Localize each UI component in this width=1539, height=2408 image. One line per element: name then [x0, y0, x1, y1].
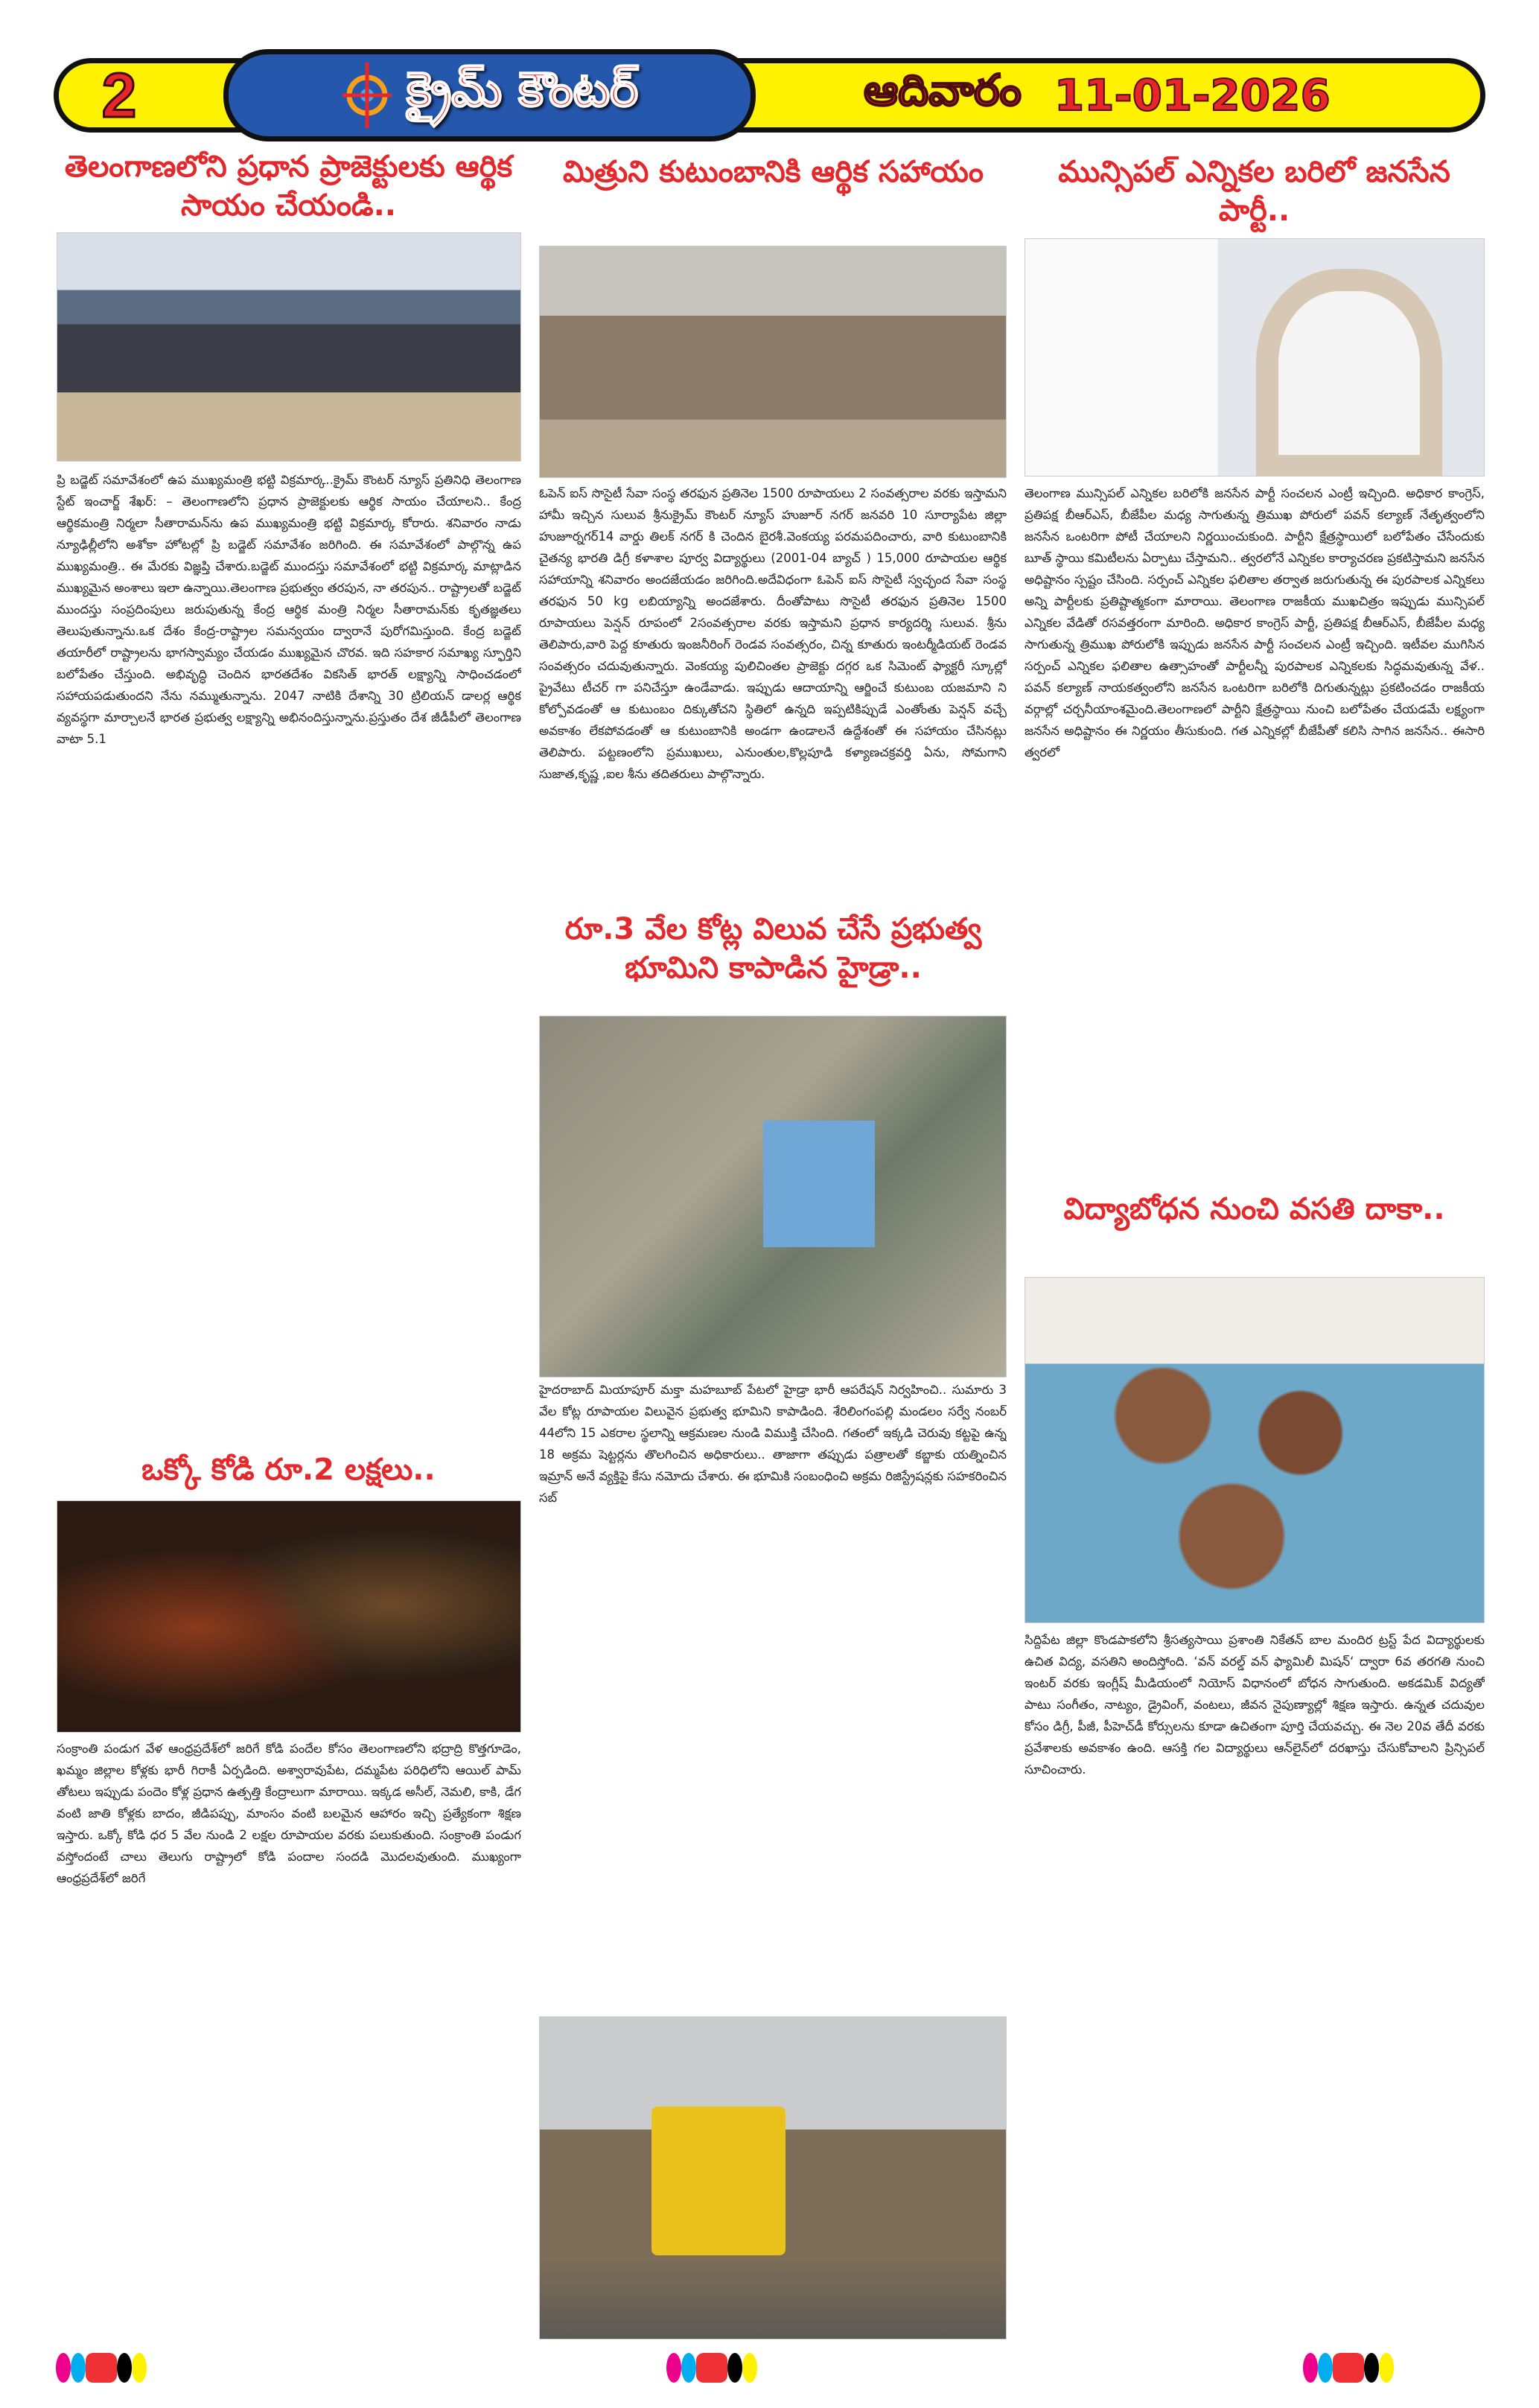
article-text: హైదరాబాద్ మియాపూర్ మక్తా మహబూబ్ పేటలో హైడ్రా భారీ ఆపరేషన్ నిర్వహించి.. సుమారు 3 వేల కోట్ల రూపాయల విలువైన ప్రభుత్వ భూమిని కాపాడింది. శేరిలింగంపల్లి మండలం సర్వే నంబర్ 44లోని 15 ఎకరాల స్థలాన్ని ఆక్రమణల నుండి విముక్తి చేసింది. గతంలో ఇక్కడి చెరువు కట్టపై ఉన్న 18 అక్రమ షెట్టర్లను తొలగించిన అధికారులు.. తాజాగా తప్పుడు పత్రాలతో కబ్జాకు యత్నించిన ఇమ్రాన్ అనే వ్యక్తిపై కేసు నమోదు చేశారు. ఈ భూమికి సంబంధించి అక్రమ రిజిస్ట్రేషన్లకు సహకరించిన సబ్ — [539, 1383, 1007, 1505]
headline-school: విద్యాబోధన నుంచి వసతి దాకా.. — [1063, 1192, 1445, 1226]
article-text: సంక్రాంతి పండుగ వేళ ఆంధ్రప్రదేశ్‌లో జరిగే కోడి పందేల కోసం తెలంగాణలోని భద్రాద్రి కొత్తగూడెం, ఖమ్మం జిల్లాల కోళ్లకు భారీ గిరాకీ ఏర్పడింది. అశ్వారావుపేట, దమ్మపేట పరిధిలోని ఆయిల్ పామ్ తోటలు ఇప్పుడు పందెం కోళ్ల ప్రధాన ఉత్పత్తి కేంద్రాలుగా మారాయి. ఇక్కడ అసీల్, నెమలి, కాకి, డేగ వంటి జాతి కోళ్లకు బాదం, జీడిపప్పు, మాంసం వంటి బలమైన ఆహారం ఇచ్చి ప్రత్యేకంగా శిక్షణ ఇస్తారు. ఒక్కో కోడి ధర 5 వేల నుండి 2 లక్షల రూపాయల వరకు పలుకుతుంది. సంక్రాంతి పండుగ వస్తోందంటే చాలు తెలుగు రాష్ట్రాలో కోడి పందాల సందడి మొదలవుతుంది. ముఖ్యంగా ఆంధ్రప్రదేశ్‌లో జరిగే — [57, 1742, 521, 1885]
article-body-rooster — [57, 1738, 521, 2339]
article-body-hydra — [539, 1379, 1007, 2008]
article-text: తెలంగాణ మున్సిపల్ ఎన్నికల బరిలోకి జనసేన పార్టీ సంచలన ఎంట్రీ ఇచ్చింది. అధికార కాంగ్రెస్, ప్రతిపక్ష బీఆర్ఎస్, బీజేపీల మధ్య సాగుతున్న త్రిముఖ పోరులో పవన్ కల్యాణ్ నేతృత్వంలోని జనసేన ఒంటరిగా పోటీ చేయాలని నిర్ణయించుకుంది. పార్టీని క్షేత్రస్థాయిలో బలోపేతం చేసేందుకు బూత్ స్థాయి కమిటీలను ఏర్పాటు చేస్తామని.. త్వరలోనే ఎన్నికల కార్యాచరణ ప్రకటిస్తామని జనసేన అధిష్టానం స్పష్టం చేసింది. సర్పంచ్ ఎన్నికల ఫలితాల తర్వాత జరుగుతున్న ఈ పురపాలక ఎన్నికలు అన్ని పార్టీలకు ప్రతిష్టాత్మకంగా మారాయి. తెలంగాణ రాజకీయ ముఖచిత్రం ఇప్పుడు మున్సిపల్ ఎన్నికల వేడితో రసవత్తరంగా మారింది. అధికార కాంగ్రెస్ పార్టీ, ప్రతిపక్ష బీఆర్ఎస్, బీజేపీల మధ్య సాగుతున్న త్రిముఖ పోరులోకి ఇప్పుడు జనసేన పార్టీ సంచలన ఎంట్రీ ఇచ్చింది. ఇటీవల ముగిసిన సర్పంచ్ ఎన్నికల ఫలితాల ఉత్సాహంతో పార్టీలన్నీ పురపాలక ఎన్నికలకు సిద్ధమవుతున్న వేళ.. పవన్ కల్యాణ్ నాయకత్వంలోని జనసేన ఒంటరిగా బరిలోకి దిగుతున్నట్లు ప్రకటించడం రాజకీయ వర్గాల్లో చర్చనీయాంశమైంది.తెలంగాణలో పార్టీని క్షేత్రస్థాయి నుంచి బలోపేతం చేయడమే లక్ష్యంగా జనసేన అధిష్టానం ఈ నిర్ణయం తీసుకుంది. గత ఎన్నికల్లో బీజేపీతో కలిసి సాగిన జనసేన.. ఈసారి త్వరలో — [1025, 486, 1485, 759]
headline-janasena: మున్సిపల్ ఎన్నికల బరిలో జనసేన పార్టీ.. — [1058, 155, 1450, 228]
headline-budget: తెలంగాణలోని ప్రధాన ప్రాజెక్టులకు ఆర్థిక సాయం చేయండి.. — [64, 150, 513, 223]
registration-marks — [1303, 2351, 1394, 2384]
excavator — [651, 2106, 786, 2255]
page-number: 2 — [101, 60, 137, 130]
article-text: ప్రి బడ్జెట్ సమావేశంలో ఉప ముఖ్యమంత్రి భట్టి విక్రమార్క..క్రైమ్ కౌంటర్ న్యూస్ ప్రతినిధి తెలంగాణ స్టేట్ ఇంచార్జ్ శేఖర్: – తెలంగాణలోని ప్రధాన ప్రాజెక్టులకు ఆర్థిక సాయం చేయాలని.. కేంద్ర ఆర్థికమంత్రి నిర్మలా సీతారామన్‌ను ఉప ముఖ్యమంత్రి భట్టి విక్రమార్క కోరారు. శనివారం నాడు న్యూఢిల్లీలోని అశోకా హోటల్లో ప్రి బడ్జెట్ సమావేశం జరిగింది. ఈ సమావేశంలో పాల్గొన్న ఉప ముఖ్యమంత్రి.. ఈ మేరకు విజ్ఞప్తి చేశారు.బడ్జెట్ ముందస్తు సమావేశంలో భట్టి విక్రమార్క మాట్లాడిన ముఖ్యమైన అంశాలు ఇలా ఉన్నాయి.తెలంగాణ ప్రభుత్వం తరపున, నా తరపున.. రాష్ట్రాలతో బడ్జెట్ ముందస్తు సంప్రదింపులు జరుపుతున్న కేంద్ర ఆర్థిక మంత్రి నిర్మల సీతారామన్‌కు కృతజ్ఞతలు తెలుపుతున్నాను.ఒక దేశం కేంద్ర-రాష్ట్రాల సమన్వయం ద్వారానే పురోగమిస్తుంది. కేంద్ర బడ్జెట్ తయారీలో రాష్ట్రాలను భాగస్వామ్యం చేయడం ముఖ్యమైన చొరవ. ఇది సహకార సమాఖ్య స్ఫూర్తిని బలోపేతం చేస్తుంది. అభివృద్ధి చెందిన భారతదేశం వికసిత్ భారత్ లక్ష్యాన్ని సాధించడంలో సహాయపడుతుందని నేను నమ్ముతున్నాను. 2047 నాటికి దేశాన్ని 30 ట్రిలియన్ డాలర్ల ఆర్థిక వ్యవస్థగా మార్చాలనే భారత ప్రభుత్వ లక్ష్యాన్ని అభినందిస్తున్నాను.ప్రస్తుతం దేశ జీడీపీలో తెలంగాణ వాటా 5.1 — [57, 473, 521, 746]
newspaper-logo — [223, 49, 756, 141]
blue-roof-building — [763, 1121, 875, 1247]
students-group-photo — [1025, 1277, 1485, 1623]
article-body-friend — [539, 482, 1007, 877]
issue-day: ఆదివారం — [864, 64, 1022, 115]
article-body-school — [1025, 1629, 1485, 2339]
issue-date-value: 11-01-2026 — [1054, 70, 1331, 121]
article-body-budget — [57, 469, 521, 1418]
crosshair-icon — [341, 58, 393, 133]
budget-meeting-photo — [57, 232, 521, 462]
article-body-janasena — [1025, 482, 1485, 1184]
family-aid-photo — [539, 246, 1007, 478]
registration-marks — [56, 2351, 147, 2384]
headline-friend: మిత్రుని కుటుంబానికి ఆర్థిక సహాయం — [562, 155, 984, 189]
rooster-fight-photo — [57, 1500, 521, 1733]
article-text: సిద్దిపేట జిల్లా కొండపాకలోని శ్రీసత్యసాయి ప్రశాంతి నికేతన్ బాల మందిర ట్రస్ట్ పేద విద్యార్థులకు ఉచిత విద్య, వసతిని అందిస్తోంది. ‘వన్ వరల్డ్ వన్ ఫ్యామిలీ మిషన్‘ ద్వారా 6వ తరగతి నుంచి ఇంటర్ వరకు ఇంగ్లీష్ మీడియంలో నియోస్ విధానంలో బోధన సాగుతుంది. అకడమిక్ విద్యతో పాటు సంగీతం, నాట్యం, డ్రైవింగ్, వంటలు, జీవన నైపుణ్యాల్లో శిక్షణ ఇస్తారు. ఉన్నత చదువుల కోసం డిగ్రీ, పీజీ, పీహెచ్‌డీ కోర్సులను కూడా ఉచితంగా పూర్తి చేయవచ్చు. ఈ నెల 20వ తేదీ వరకు ప్రవేశాలకు అవకాశం ఉంది. ఆసక్తి గల విద్యార్థులు ఆన్‌లైన్‌లో దరఖాస్తు చేసుకోవాలని ప్రిన్సిపల్ సూచించారు. — [1025, 1633, 1485, 1777]
registration-marks — [666, 2351, 757, 2384]
newspaper-name: క్రైమ్ కౌంటర్ — [406, 62, 639, 118]
janasena-letter-and-leader-photo — [1025, 238, 1485, 477]
aerial-land-photo — [539, 1016, 1007, 1377]
demolition-excavator-photo — [539, 2016, 1007, 2339]
issue-date — [864, 61, 1400, 130]
headline-hydra: రూ.3 వేల కోట్ల విలువ చేసే ప్రభుత్వ భూమిని కాపాడిన హైడ్రా.. — [564, 912, 982, 985]
article-text: ఓపెన్ ఐస్ సొసైటీ సేవా సంస్థ తరఫున ప్రతినెల 1500 రూపాయలు 2 సంవత్సరాల వరకు ఇస్తామని హామీ ఇచ్చిన సులువ శ్రీనుక్రైమ్ కౌంటర్ న్యూస్ హుజూర్ నగర్ జనవరి 10 సూర్యాపేట జిల్లా హుజూర్నగర్14 వార్డు తిలక్ నగర్ కి చెందిన బైరశీ.వెంకయ్య పరమపదించారు, వారి కుటుంబానికి చైతన్య భారతి డిగ్రీ కళాశాల పూర్వ విద్యార్థులు (2001-04 బ్యాచ్ ) 15,000 రూపాయల ఆర్థిక సహాయాన్ని శనివారం అందజేయడం జరిగింది.అదేవిధంగా ఓపెన్ ఐస్ సొసైటీ స్వచ్ఛంద సేవా సంస్థ తరఫున 50 kg లబియ్యాన్ని అందజేశారు. దీంతోపాటు సొసైటీ తరఫున ప్రతినెల 1500 రూపాయలు పెన్షన్ రూపంలో 2సంవత్సరాల వరకు ఇస్తామని ప్రధాన కార్యదర్శి సులువ. శ్రీను తెలిపారు,వారి పెద్ద కూతురు ఇంజనీరింగ్ రెండవ సంవత్సరం, చిన్న కూతురు ఇంటర్మీడియట్ రెండవ సంవత్సరం చదువుతున్నారు. వెంకయ్య పులిచింతల ప్రాజెక్టు దగ్గర ఒక సిమెంట్ ఫ్యాక్టరీ స్కూల్లో ప్రైవేటు టీచర్ గా పనిచేస్తూ ఉండేవాడు. ఇప్పుడు ఆదాయాన్ని ఆర్జించే కుటుంబ యజమాని ని కోల్పోవడంతో ఆ కుటుంబం దిక్కుతోచని స్థితిలో ఉన్నది ఇప్పటికిప్పుడే ఎంతోంతు పెన్షన్ వచ్చే అవకాశం లేకపోవడంతో ఆ కుటుంబానికి అండగా ఉండాలనే ఉద్దేశంతో ఈ సహాయం చేసినట్లు తెలిపారు. పట్టణంలోని ప్రముఖులు, ఎనుంతుల,కొల్లపూడి కళ్యాణచక్రవర్తి ఏను, సోమగాని సుజాత,కృష్ణ ,ఐల శీను తదితరులు పాల్గొన్నారు. — [539, 486, 1007, 781]
headline-rooster: ఒక్కో కోడి రూ.2 లక్షలు.. — [141, 1453, 436, 1487]
leader-photo — [1256, 269, 1442, 477]
